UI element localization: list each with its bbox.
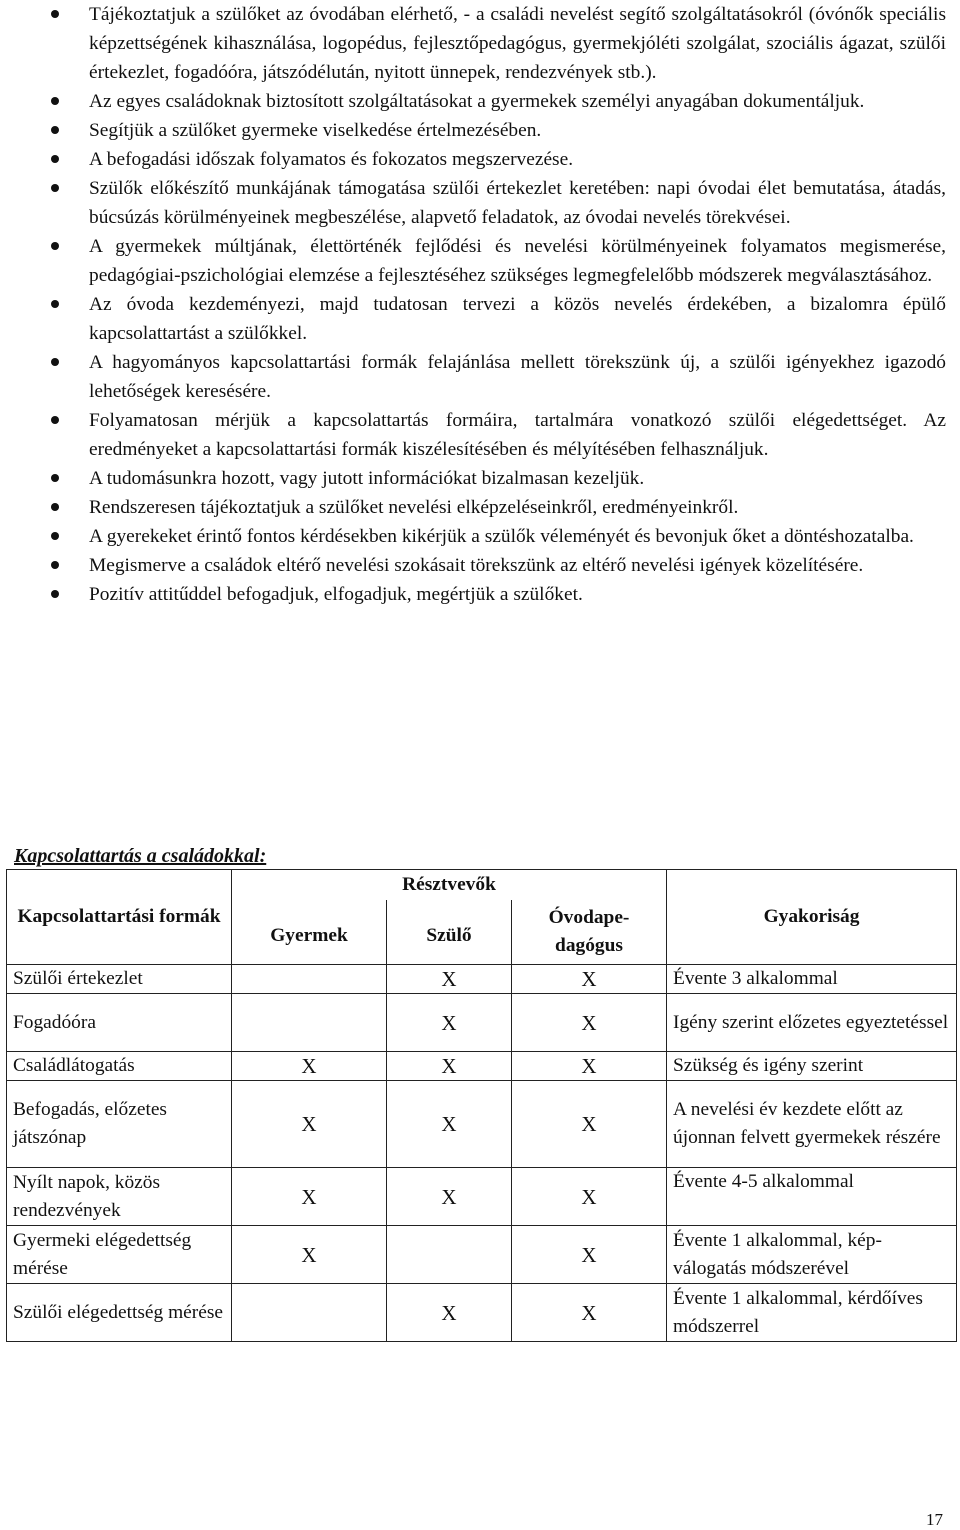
cell-teacher: X — [512, 1081, 667, 1168]
table-row — [7, 994, 957, 1052]
bullet-item — [0, 0, 960, 87]
bullet-dot-icon — [51, 184, 59, 192]
bullet-text: Az egyes családoknak biztosított szolgáltatásokat a gyermekek személyi anyagában dokumentáljuk. — [89, 91, 865, 112]
cell-parent — [387, 1226, 512, 1284]
table-row — [7, 1052, 957, 1081]
cell-teacher: X — [512, 994, 667, 1052]
cell-form: Szülői értekezlet — [7, 965, 232, 994]
table-row — [7, 1081, 957, 1168]
cell-child: X — [232, 1226, 387, 1284]
bullet-item — [0, 551, 960, 580]
cell-parent: X — [387, 994, 512, 1052]
bullet-text: Szülők előkészítő munkájának támogatása szülői értekezlet keretében: napi óvodai élet bemutatása, átadás, búcsúzás körülményeinek megbeszélése, alapvető feladatok, az óvodai nevelés törekvései. — [89, 178, 946, 228]
bullet-dot-icon — [51, 126, 59, 134]
cell-parent: X — [387, 1168, 512, 1226]
cell-form: Fogadóóra — [7, 994, 232, 1052]
bullet-dot-icon — [51, 416, 59, 424]
bullet-text: Tájékoztatjuk a szülőket az óvodában elérhető, - a családi nevelést segítő szolgáltatásokról (óvónők speciális képzettségének kihasználása, logopédus, fejlesztőpedagógus, gyermekjóléti szolgálat, szociális ágazat, szülői értekezlet, fogadóóra, játszódélután, nyitott ünnepek, rendezvények stb.). — [89, 4, 946, 83]
table-row — [7, 1226, 957, 1284]
header-participants: Résztvevők — [232, 870, 667, 901]
bullet-text: Megismerve a családok eltérő nevelési szokásait törekszünk az eltérő nevelési igények közelítésére. — [89, 555, 864, 576]
contacts-table — [6, 869, 957, 1342]
cell-frequency: Igény szerint előzetes egyeztetéssel — [667, 994, 957, 1052]
bullet-text: Folyamatosan mérjük a kapcsolattartás formáira, tartalmára vonatkozó szülői elégedettséget. Az eredményeket a kapcsolattartási formák kiszélesítésében és mélyítésében felhasználjuk. — [89, 410, 946, 460]
bullet-text: Az óvoda kezdeményezi, majd tudatosan tervezi a közös nevelés érdekében, a bizalomra épülő kapcsolattartást a szülőkkel. — [89, 294, 946, 344]
cell-frequency: Évente 1 alkalommal, kép-válogatás módszerével — [667, 1226, 957, 1284]
cell-teacher: X — [512, 965, 667, 994]
bullet-item — [0, 348, 960, 406]
cell-form: Befogadás, előzetes játszónap — [7, 1081, 232, 1168]
cell-child — [232, 965, 387, 994]
table-header-row — [7, 870, 957, 901]
bullet-item — [0, 290, 960, 348]
bullet-dot-icon — [51, 474, 59, 482]
cell-parent: X — [387, 965, 512, 994]
cell-child — [232, 994, 387, 1052]
header-parent: Szülő — [387, 900, 512, 965]
cell-frequency: A nevelési év kezdete előtt az újonnan felvett gyermekek részére — [667, 1081, 957, 1168]
cell-form: Gyermeki elégedettség mérése — [7, 1226, 232, 1284]
cell-parent: X — [387, 1052, 512, 1081]
bullet-item — [0, 174, 960, 232]
bullet-item — [0, 464, 960, 493]
header-teacher: Óvodape-dagógus — [512, 900, 667, 965]
section-title: Kapcsolattartás a családokkal: — [14, 845, 267, 867]
bullet-dot-icon — [51, 155, 59, 163]
cell-form: Családlátogatás — [7, 1052, 232, 1081]
cell-parent: X — [387, 1081, 512, 1168]
cell-frequency: Szükség és igény szerint — [667, 1052, 957, 1081]
bullet-text: A gyerekeket érintő fontos kérdésekben kikérjük a szülők véleményét és bevonjuk őket a döntéshozatalba. — [89, 526, 914, 547]
page-number: 17 — [926, 1510, 943, 1529]
cell-teacher: X — [512, 1168, 667, 1226]
header-frequency: Gyakoriság — [667, 870, 957, 965]
bullet-item — [0, 145, 960, 174]
bullet-dot-icon — [51, 532, 59, 540]
header-forms: Kapcsolattartási formák — [7, 870, 232, 965]
cell-frequency: Évente 1 alkalommal, kérdőíves módszerrel — [667, 1284, 957, 1342]
cell-child — [232, 1284, 387, 1342]
bullet-text: A gyermekek múltjának, élettörténék fejlődési és nevelési körülményeinek folyamatos megismerése, pedagógiai-pszichológiai elemzése a fejlesztéséhez szükséges legmegfelelőbb módszerek megválasztásához. — [89, 236, 946, 286]
bullet-dot-icon — [51, 358, 59, 366]
cell-teacher: X — [512, 1226, 667, 1284]
header-child: Gyermek — [232, 900, 387, 965]
bullet-dot-icon — [51, 97, 59, 105]
cell-form: Nyílt napok, közös rendezvények — [7, 1168, 232, 1226]
cell-frequency: Évente 4-5 alkalommal — [667, 1168, 957, 1226]
bullet-text: A befogadási időszak folyamatos és fokozatos megszervezése. — [89, 149, 574, 170]
bullet-dot-icon — [51, 561, 59, 569]
cell-teacher: X — [512, 1052, 667, 1081]
cell-child: X — [232, 1052, 387, 1081]
bullet-text: Rendszeresen tájékoztatjuk a szülőket nevelési elképzeléseinkről, eredményeinkről. — [89, 497, 739, 518]
bullet-item — [0, 406, 960, 464]
bullet-dot-icon — [51, 10, 59, 18]
bullet-list — [0, 0, 960, 609]
bullet-item — [0, 493, 960, 522]
bullet-dot-icon — [51, 590, 59, 598]
cell-child: X — [232, 1168, 387, 1226]
bullet-item — [0, 580, 960, 609]
bullet-dot-icon — [51, 300, 59, 308]
bullet-item — [0, 116, 960, 145]
table-row — [7, 1168, 957, 1226]
bullet-text: Segítjük a szülőket gyermeke viselkedése értelmezésében. — [89, 120, 542, 141]
cell-form: Szülői elégedettség mérése — [7, 1284, 232, 1342]
bullet-text: A hagyományos kapcsolattartási formák felajánlása mellett törekszünk új, a szülői igényekhez igazodó lehetőségek keresésére. — [89, 352, 946, 402]
bullet-dot-icon — [51, 242, 59, 250]
bullet-item — [0, 232, 960, 290]
table-row — [7, 965, 957, 994]
bullet-text: A tudomásunkra hozott, vagy jutott információkat bizalmasan kezeljük. — [89, 468, 645, 489]
bullet-item — [0, 87, 960, 116]
cell-parent: X — [387, 1284, 512, 1342]
cell-child: X — [232, 1081, 387, 1168]
cell-frequency: Évente 3 alkalommal — [667, 965, 957, 994]
table-row — [7, 1284, 957, 1342]
bullet-item — [0, 522, 960, 551]
bullet-dot-icon — [51, 503, 59, 511]
bullet-text: Pozitív attitűddel befogadjuk, elfogadjuk, megértjük a szülőket. — [89, 584, 583, 605]
cell-teacher: X — [512, 1284, 667, 1342]
